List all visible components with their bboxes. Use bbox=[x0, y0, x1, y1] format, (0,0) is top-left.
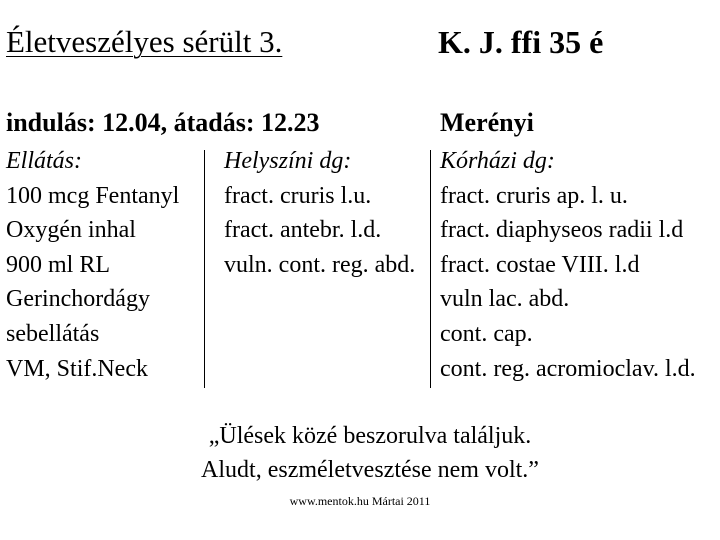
onsite-diagnosis-column bbox=[224, 144, 415, 282]
column-divider bbox=[204, 150, 205, 388]
hospital-diagnosis-item: fract. diaphyseos radii l.d bbox=[440, 217, 684, 244]
care-item: 100 mcg Fentanyl bbox=[6, 182, 180, 209]
hospital-diagnosis-item: cont. cap. bbox=[440, 320, 533, 347]
hospital-diagnosis-item: fract. costae VIII. l.d bbox=[440, 251, 640, 278]
slide-title: Életveszélyes sérült 3. bbox=[6, 24, 283, 59]
quote-line: Aludt, eszméletvesztése nem volt.” bbox=[201, 457, 539, 483]
hospital-diagnosis-item: fract. cruris ap. l. u. bbox=[440, 182, 628, 209]
care-column bbox=[6, 144, 179, 386]
care-item: Gerinchordágy bbox=[6, 286, 150, 313]
care-item: sebellátás bbox=[6, 320, 100, 347]
footer-credit: www.mentok.hu Mártai 2011 bbox=[289, 494, 431, 508]
care-item: Oxygén inhal bbox=[6, 217, 136, 244]
quote-line: „Ülések közé beszorulva találjuk. bbox=[208, 423, 532, 449]
hospital-diagnosis-column bbox=[440, 144, 696, 386]
doctor-name: Merényi bbox=[440, 108, 534, 137]
hospital-diagnosis-item: vuln lac. abd. bbox=[440, 286, 570, 313]
care-item: 900 ml RL bbox=[6, 251, 111, 278]
hospital-diagnosis-item: cont. reg. acromioclav. l.d. bbox=[440, 355, 696, 382]
onsite-diagnosis-item: vuln. cont. reg. abd. bbox=[224, 251, 416, 278]
onsite-diagnosis-item: fract. cruris l.u. bbox=[224, 182, 372, 209]
care-heading: Ellátás: bbox=[6, 148, 82, 174]
onsite-diagnosis-heading: Helyszíni dg: bbox=[224, 148, 352, 174]
patient-info: K. J. ffi 35 é bbox=[438, 24, 604, 60]
onsite-diagnosis-item: fract. antebr. l.d. bbox=[224, 217, 382, 244]
timing-info: indulás: 12.04, átadás: 12.23 bbox=[6, 108, 320, 137]
column-divider bbox=[430, 150, 431, 388]
care-item: VM, Stif.Neck bbox=[6, 355, 148, 382]
hospital-diagnosis-heading: Kórházi dg: bbox=[440, 148, 555, 174]
